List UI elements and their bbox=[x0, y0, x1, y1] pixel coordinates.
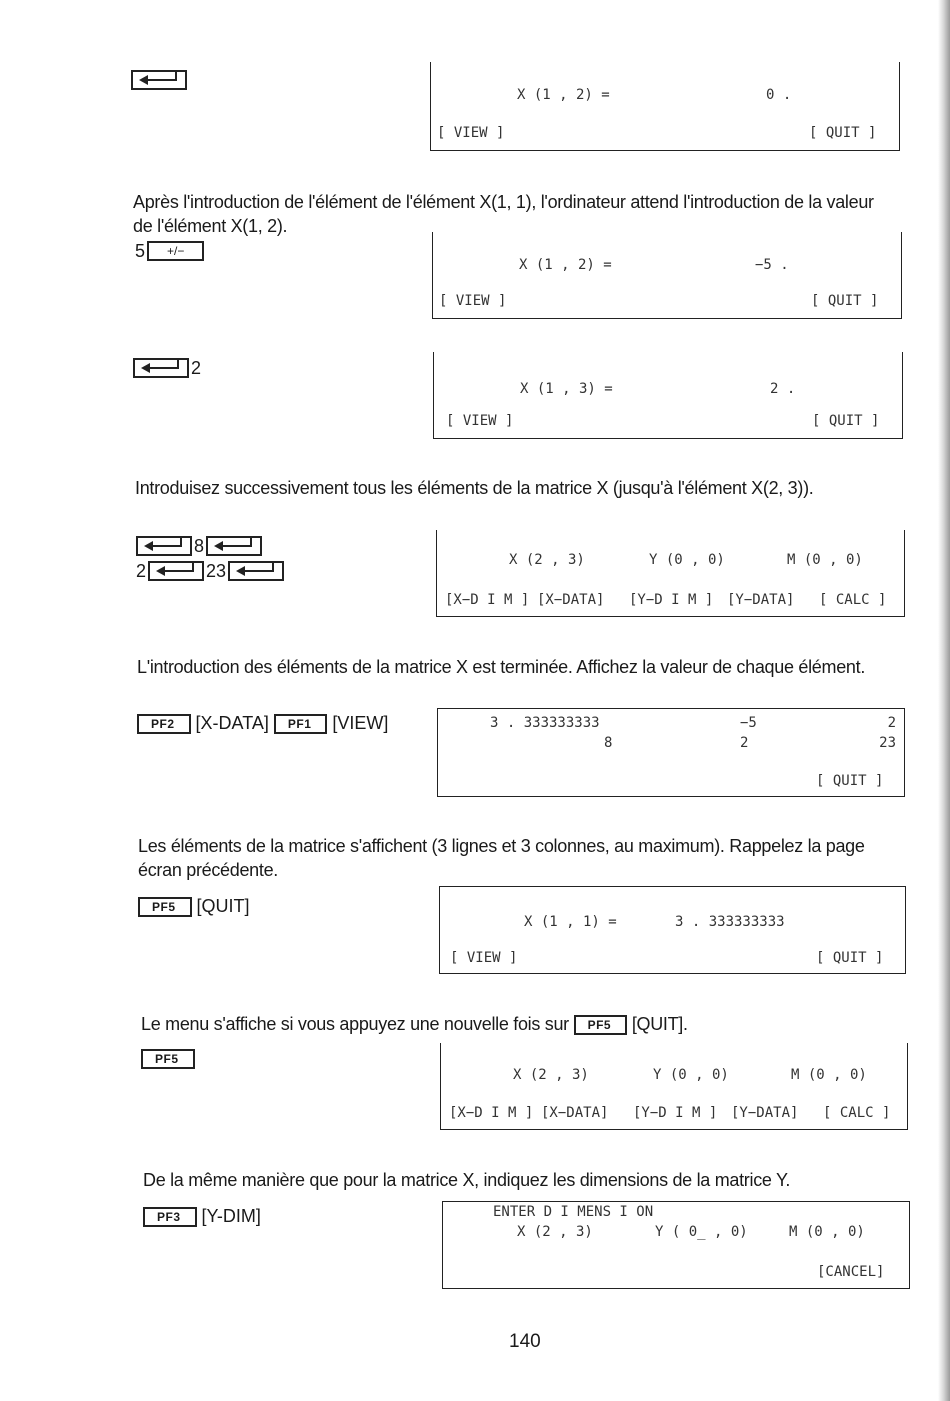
key-function-label: [QUIT] bbox=[196, 896, 250, 916]
screen-line-value: −5 . bbox=[755, 257, 789, 273]
menu-calc: [ CALC ] bbox=[819, 592, 887, 608]
step-keys bbox=[141, 1046, 195, 1070]
calculator-screen bbox=[432, 232, 902, 319]
matrix-x-dim: X (2 , 3) bbox=[513, 1067, 589, 1083]
page-binding-edge bbox=[938, 0, 950, 1401]
step-keys bbox=[143, 1204, 261, 1228]
instruction-text: De la même manière que pour la matrice X, indiquez les dimensions de la matrice Y. bbox=[143, 1170, 791, 1190]
menu-x-dim: [X−D I M ] bbox=[449, 1105, 534, 1121]
matrix-m-dim: M (0 , 0) bbox=[787, 552, 863, 568]
matrix-y-dim-input: Y ( 0_ , 0) bbox=[655, 1224, 748, 1240]
step-keys bbox=[131, 67, 187, 91]
instruction-text: Après l'introduction de l'élément de l'élément X(1, 1), l'ordinateur attend l'introduction de la valeur de l'élément X(1, 2). bbox=[133, 192, 874, 236]
matrix-cell: 3 . 333333333 bbox=[490, 715, 600, 731]
calculator-screen bbox=[437, 708, 905, 797]
matrix-cell: 2 bbox=[887, 715, 896, 731]
menu-y-data: [Y−DATA] bbox=[731, 1105, 799, 1121]
screen-line-label: X (1 , 2) = bbox=[517, 87, 610, 103]
soft-key-cancel: [CANCEL] bbox=[817, 1264, 885, 1280]
soft-key-view: [ VIEW ] bbox=[437, 125, 505, 141]
calculator-screen bbox=[439, 886, 906, 974]
matrix-y-dim: Y (0 , 0) bbox=[653, 1067, 729, 1083]
screen-line-value: 0 . bbox=[766, 87, 792, 103]
pf2-key: PF2 bbox=[137, 714, 191, 734]
soft-key-quit: [ QUIT ] bbox=[812, 413, 880, 429]
enter-key bbox=[131, 70, 187, 90]
instruction-text: Introduisez successivement tous les éléments de la matrice X (jusqu'à l'élément X(2, 3)). bbox=[135, 478, 814, 498]
enter-key bbox=[206, 536, 262, 556]
soft-key-view: [ VIEW ] bbox=[446, 413, 514, 429]
instruction-text-part: Le menu s'affiche si vous appuyez une nouvelle fois sur bbox=[141, 1014, 569, 1034]
instruction-text: Les éléments de la matrice s'affichent (3 lignes et 3 colonnes, au maximum). Rappelez la page écran précédente. bbox=[138, 836, 865, 880]
pf1-key: PF1 bbox=[274, 714, 328, 734]
menu-y-dim: [Y−D I M ] bbox=[633, 1105, 718, 1121]
matrix-cell: 8 bbox=[604, 735, 613, 751]
key-digit: 2 bbox=[136, 561, 147, 582]
matrix-cell: 2 bbox=[740, 735, 749, 751]
enter-key bbox=[136, 536, 192, 556]
matrix-x-dim: X (2 , 3) bbox=[509, 552, 585, 568]
screen-title: ENTER D I MENS I ON bbox=[493, 1204, 654, 1220]
soft-key-quit: [ QUIT ] bbox=[809, 125, 877, 141]
calculator-screen bbox=[442, 1201, 910, 1289]
enter-key bbox=[148, 561, 204, 581]
instruction-text-part: [QUIT]. bbox=[631, 1014, 688, 1034]
menu-x-data: [X−DATA] bbox=[541, 1105, 609, 1121]
key-function-label: [X-DATA] bbox=[195, 713, 269, 733]
calculator-screen bbox=[433, 352, 903, 439]
matrix-m-dim: M (0 , 0) bbox=[789, 1224, 865, 1240]
pf5-key: PF5 bbox=[138, 897, 192, 917]
matrix-cell: −5 bbox=[740, 715, 757, 731]
page-number: 140 bbox=[509, 1331, 541, 1352]
screen-line-label: X (1 , 3) = bbox=[520, 381, 613, 397]
menu-x-data: [X−DATA] bbox=[537, 592, 605, 608]
soft-key-quit: [ QUIT ] bbox=[816, 773, 884, 789]
soft-key-view: [ VIEW ] bbox=[450, 950, 518, 966]
key-digit: 23 bbox=[206, 561, 227, 582]
matrix-x-dim: X (2 , 3) bbox=[517, 1224, 593, 1240]
pf3-key: PF3 bbox=[143, 1207, 197, 1227]
matrix-cell: 23 bbox=[879, 735, 896, 751]
step-keys bbox=[136, 533, 262, 558]
screen-line-label: X (1 , 2) = bbox=[519, 257, 612, 273]
screen-line-value: 3 . 333333333 bbox=[675, 914, 785, 930]
enter-key bbox=[228, 561, 284, 581]
key-digit: 2 bbox=[191, 358, 202, 379]
screen-line-label: X (1 , 1) = bbox=[524, 914, 617, 930]
soft-key-quit: [ QUIT ] bbox=[816, 950, 884, 966]
matrix-m-dim: M (0 , 0) bbox=[791, 1067, 867, 1083]
enter-key bbox=[133, 358, 189, 378]
menu-calc: [ CALC ] bbox=[823, 1105, 891, 1121]
key-digit: 8 bbox=[194, 536, 205, 557]
pf5-key: PF5 bbox=[141, 1049, 195, 1069]
menu-y-dim: [Y−D I M ] bbox=[629, 592, 714, 608]
menu-x-dim: [X−D I M ] bbox=[445, 592, 530, 608]
menu-y-data: [Y−DATA] bbox=[727, 592, 795, 608]
plus-minus-key: +/− bbox=[147, 241, 204, 261]
key-function-label: [Y-DIM] bbox=[201, 1206, 261, 1226]
soft-key-view: [ VIEW ] bbox=[439, 293, 507, 309]
pf5-key: PF5 bbox=[574, 1015, 628, 1035]
screen-line-value: 2 . bbox=[770, 381, 796, 397]
step-keys bbox=[138, 894, 250, 918]
calculator-screen bbox=[436, 530, 905, 617]
instruction-text: L'introduction des éléments de la matrice X est terminée. Affichez la valeur de chaque élément. bbox=[137, 657, 866, 677]
key-function-label: [VIEW] bbox=[332, 713, 389, 733]
step-keys bbox=[137, 711, 388, 735]
matrix-y-dim: Y (0 , 0) bbox=[649, 552, 725, 568]
calculator-screen bbox=[430, 62, 900, 151]
soft-key-quit: [ QUIT ] bbox=[811, 293, 879, 309]
instruction-text bbox=[141, 1012, 911, 1036]
step-keys bbox=[136, 558, 284, 583]
step-keys bbox=[133, 355, 203, 380]
calculator-screen bbox=[440, 1043, 908, 1130]
step-keys bbox=[133, 238, 204, 263]
key-digit: 5 bbox=[135, 241, 146, 262]
